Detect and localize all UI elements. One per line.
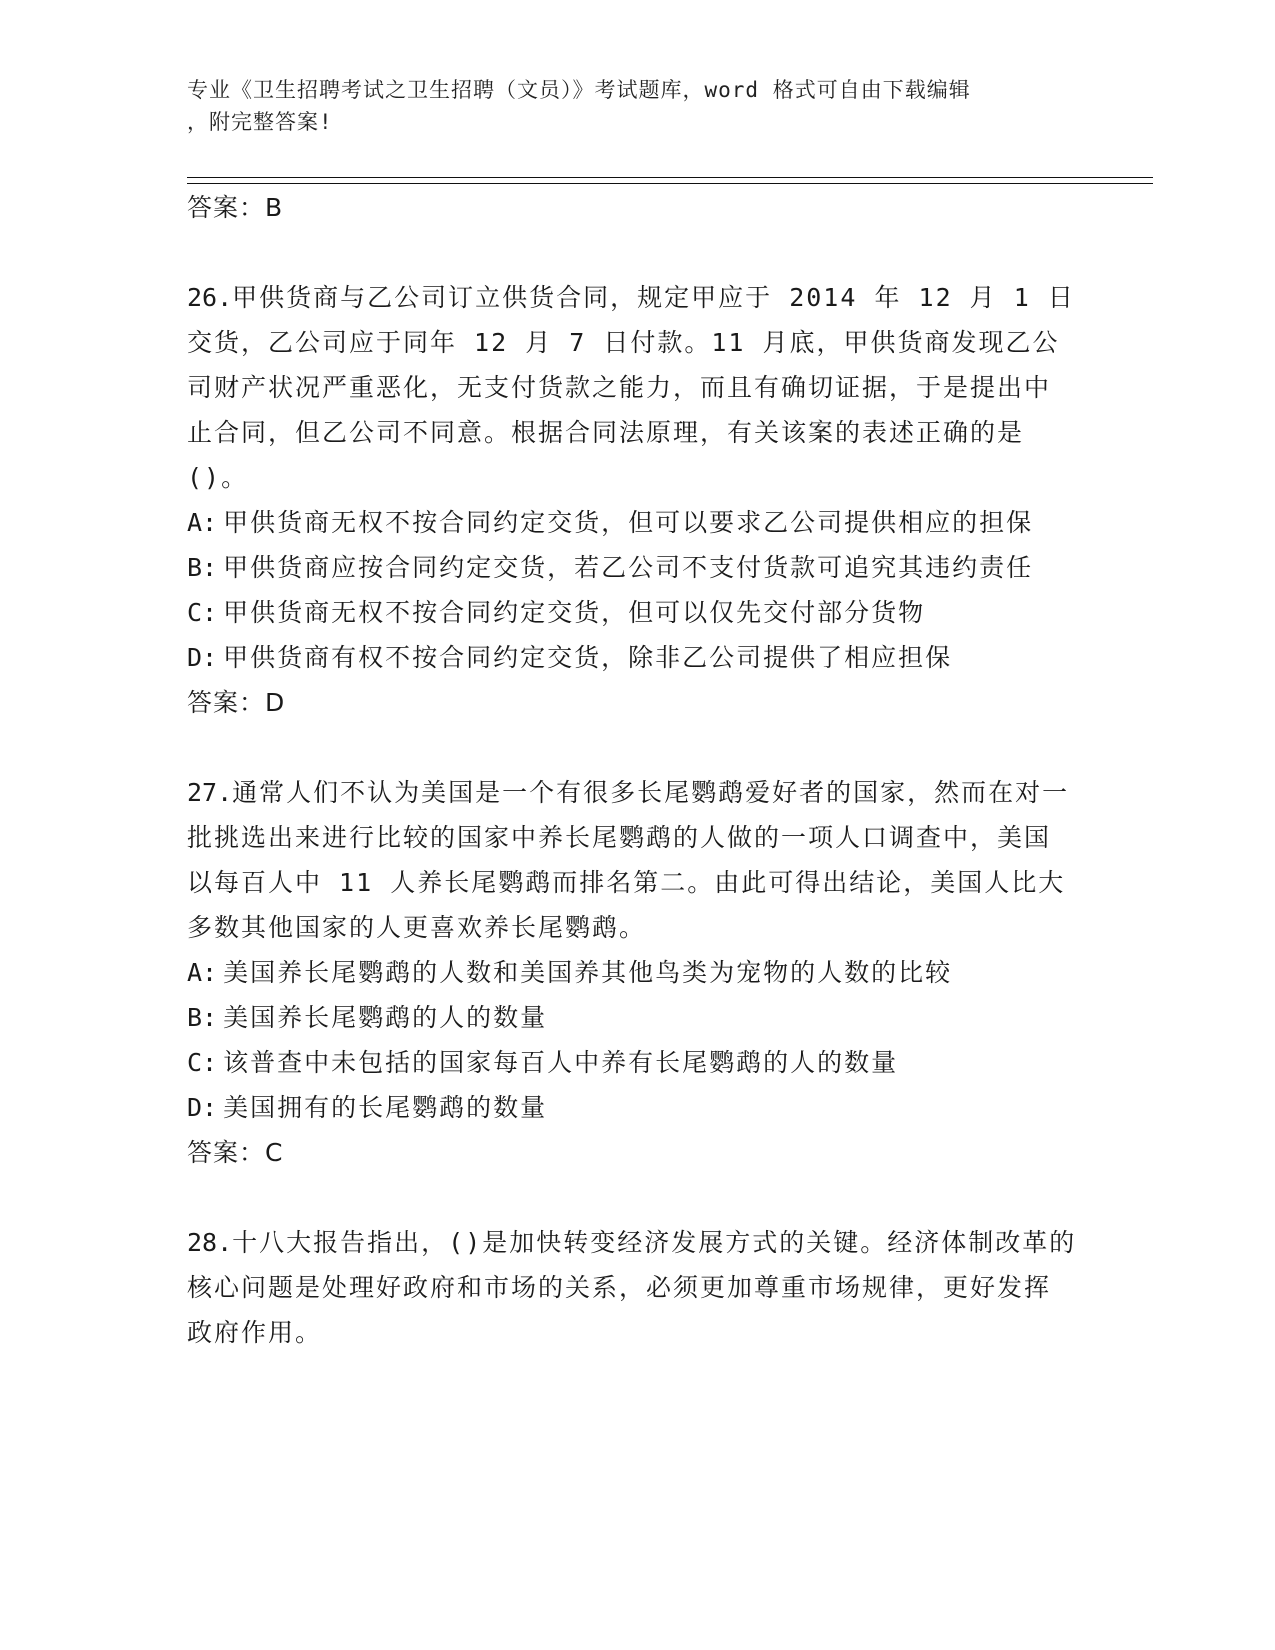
answer-value: D xyxy=(265,688,286,717)
question-stem xyxy=(187,770,1077,950)
option-key: D: xyxy=(187,1093,218,1122)
question-26 xyxy=(187,275,1087,725)
option-key: C: xyxy=(187,598,218,627)
option-a xyxy=(187,950,1077,995)
header-rule-top xyxy=(187,177,1153,178)
question-number: 28. xyxy=(187,1228,233,1257)
option-key: C: xyxy=(187,1048,218,1077)
question-stem xyxy=(187,1220,1077,1355)
header-line-1: 专业《卫生招聘考试之卫生招聘（文员）》考试题库，word 格式可自由下载编辑 xyxy=(187,78,971,102)
answer-value: C xyxy=(265,1138,284,1167)
option-a xyxy=(187,500,1077,545)
option-c xyxy=(187,590,1077,635)
option-text: 甲供货商无权不按合同约定交货，但可以要求乙公司提供相应的担保 xyxy=(223,508,1034,537)
option-c xyxy=(187,1040,1077,1085)
option-key: A: xyxy=(187,958,218,987)
question-27 xyxy=(187,770,1087,1175)
option-text: 美国拥有的长尾鹦鹉的数量 xyxy=(223,1093,548,1122)
option-text: 甲供货商应按合同约定交货，若乙公司不支付货款可追究其违约责任 xyxy=(223,553,1034,582)
answer-label: 答案： xyxy=(187,1138,266,1167)
question-stem xyxy=(187,275,1077,500)
answer-value: B xyxy=(265,193,284,222)
answer-label: 答案： xyxy=(187,193,266,222)
option-text: 该普查中未包括的国家每百人中养有长尾鹦鹉的人的数量 xyxy=(223,1048,899,1077)
header-rule-bottom xyxy=(187,183,1153,184)
question-text: 甲供货商与乙公司订立供货合同，规定甲应于 2014 年 12 月 1 日交货，乙公司应于同年 12 月 7 日付款。11 月底，甲供货商发现乙公司财产状况严重恶化，无支付货款之能力，而且有确切证据，于是提出中止合同，但乙公司不同意。根据合同法原理，有关该案的表述正确的是()。 xyxy=(187,283,1075,492)
option-d xyxy=(187,1085,1077,1130)
header-line-2: ，附完整答案! xyxy=(187,110,333,134)
answer-line-26 xyxy=(187,680,1087,725)
option-b xyxy=(187,995,1077,1040)
option-key: B: xyxy=(187,553,218,582)
option-text: 甲供货商无权不按合同约定交货，但可以仅先交付部分货物 xyxy=(223,598,926,627)
answer-line-25 xyxy=(187,185,1087,230)
option-d xyxy=(187,635,1077,680)
answer-line-27 xyxy=(187,1130,1087,1175)
option-key: A: xyxy=(187,508,218,537)
document-body xyxy=(187,185,1087,1355)
option-b xyxy=(187,545,1077,590)
option-key: D: xyxy=(187,643,218,672)
question-text: 通常人们不认为美国是一个有很多长尾鹦鹉爱好者的国家，然而在对一批挑选出来进行比较的国家中养长尾鹦鹉的人做的一项人口调查中，美国以每百人中 11 人养长尾鹦鹉而排名第二。由此可得出结论，美国人比大多数其他国家的人更喜欢养长尾鹦鹉。 xyxy=(187,778,1070,942)
option-key: B: xyxy=(187,1003,218,1032)
option-text: 甲供货商有权不按合同约定交货，除非乙公司提供了相应担保 xyxy=(223,643,953,672)
option-text: 美国养长尾鹦鹉的人的数量 xyxy=(223,1003,548,1032)
answer-label: 答案： xyxy=(187,688,266,717)
question-number: 27. xyxy=(187,778,233,807)
question-number: 26. xyxy=(187,283,233,312)
option-text: 美国养长尾鹦鹉的人数和美国养其他鸟类为宠物的人数的比较 xyxy=(223,958,953,987)
question-text: 十八大报告指出，()是加快转变经济发展方式的关键。经济体制改革的核心问题是处理好政府和市场的关系，必须更加尊重市场规律，更好发挥政府作用。 xyxy=(187,1228,1077,1347)
question-28 xyxy=(187,1220,1087,1355)
page-header xyxy=(187,74,1067,138)
